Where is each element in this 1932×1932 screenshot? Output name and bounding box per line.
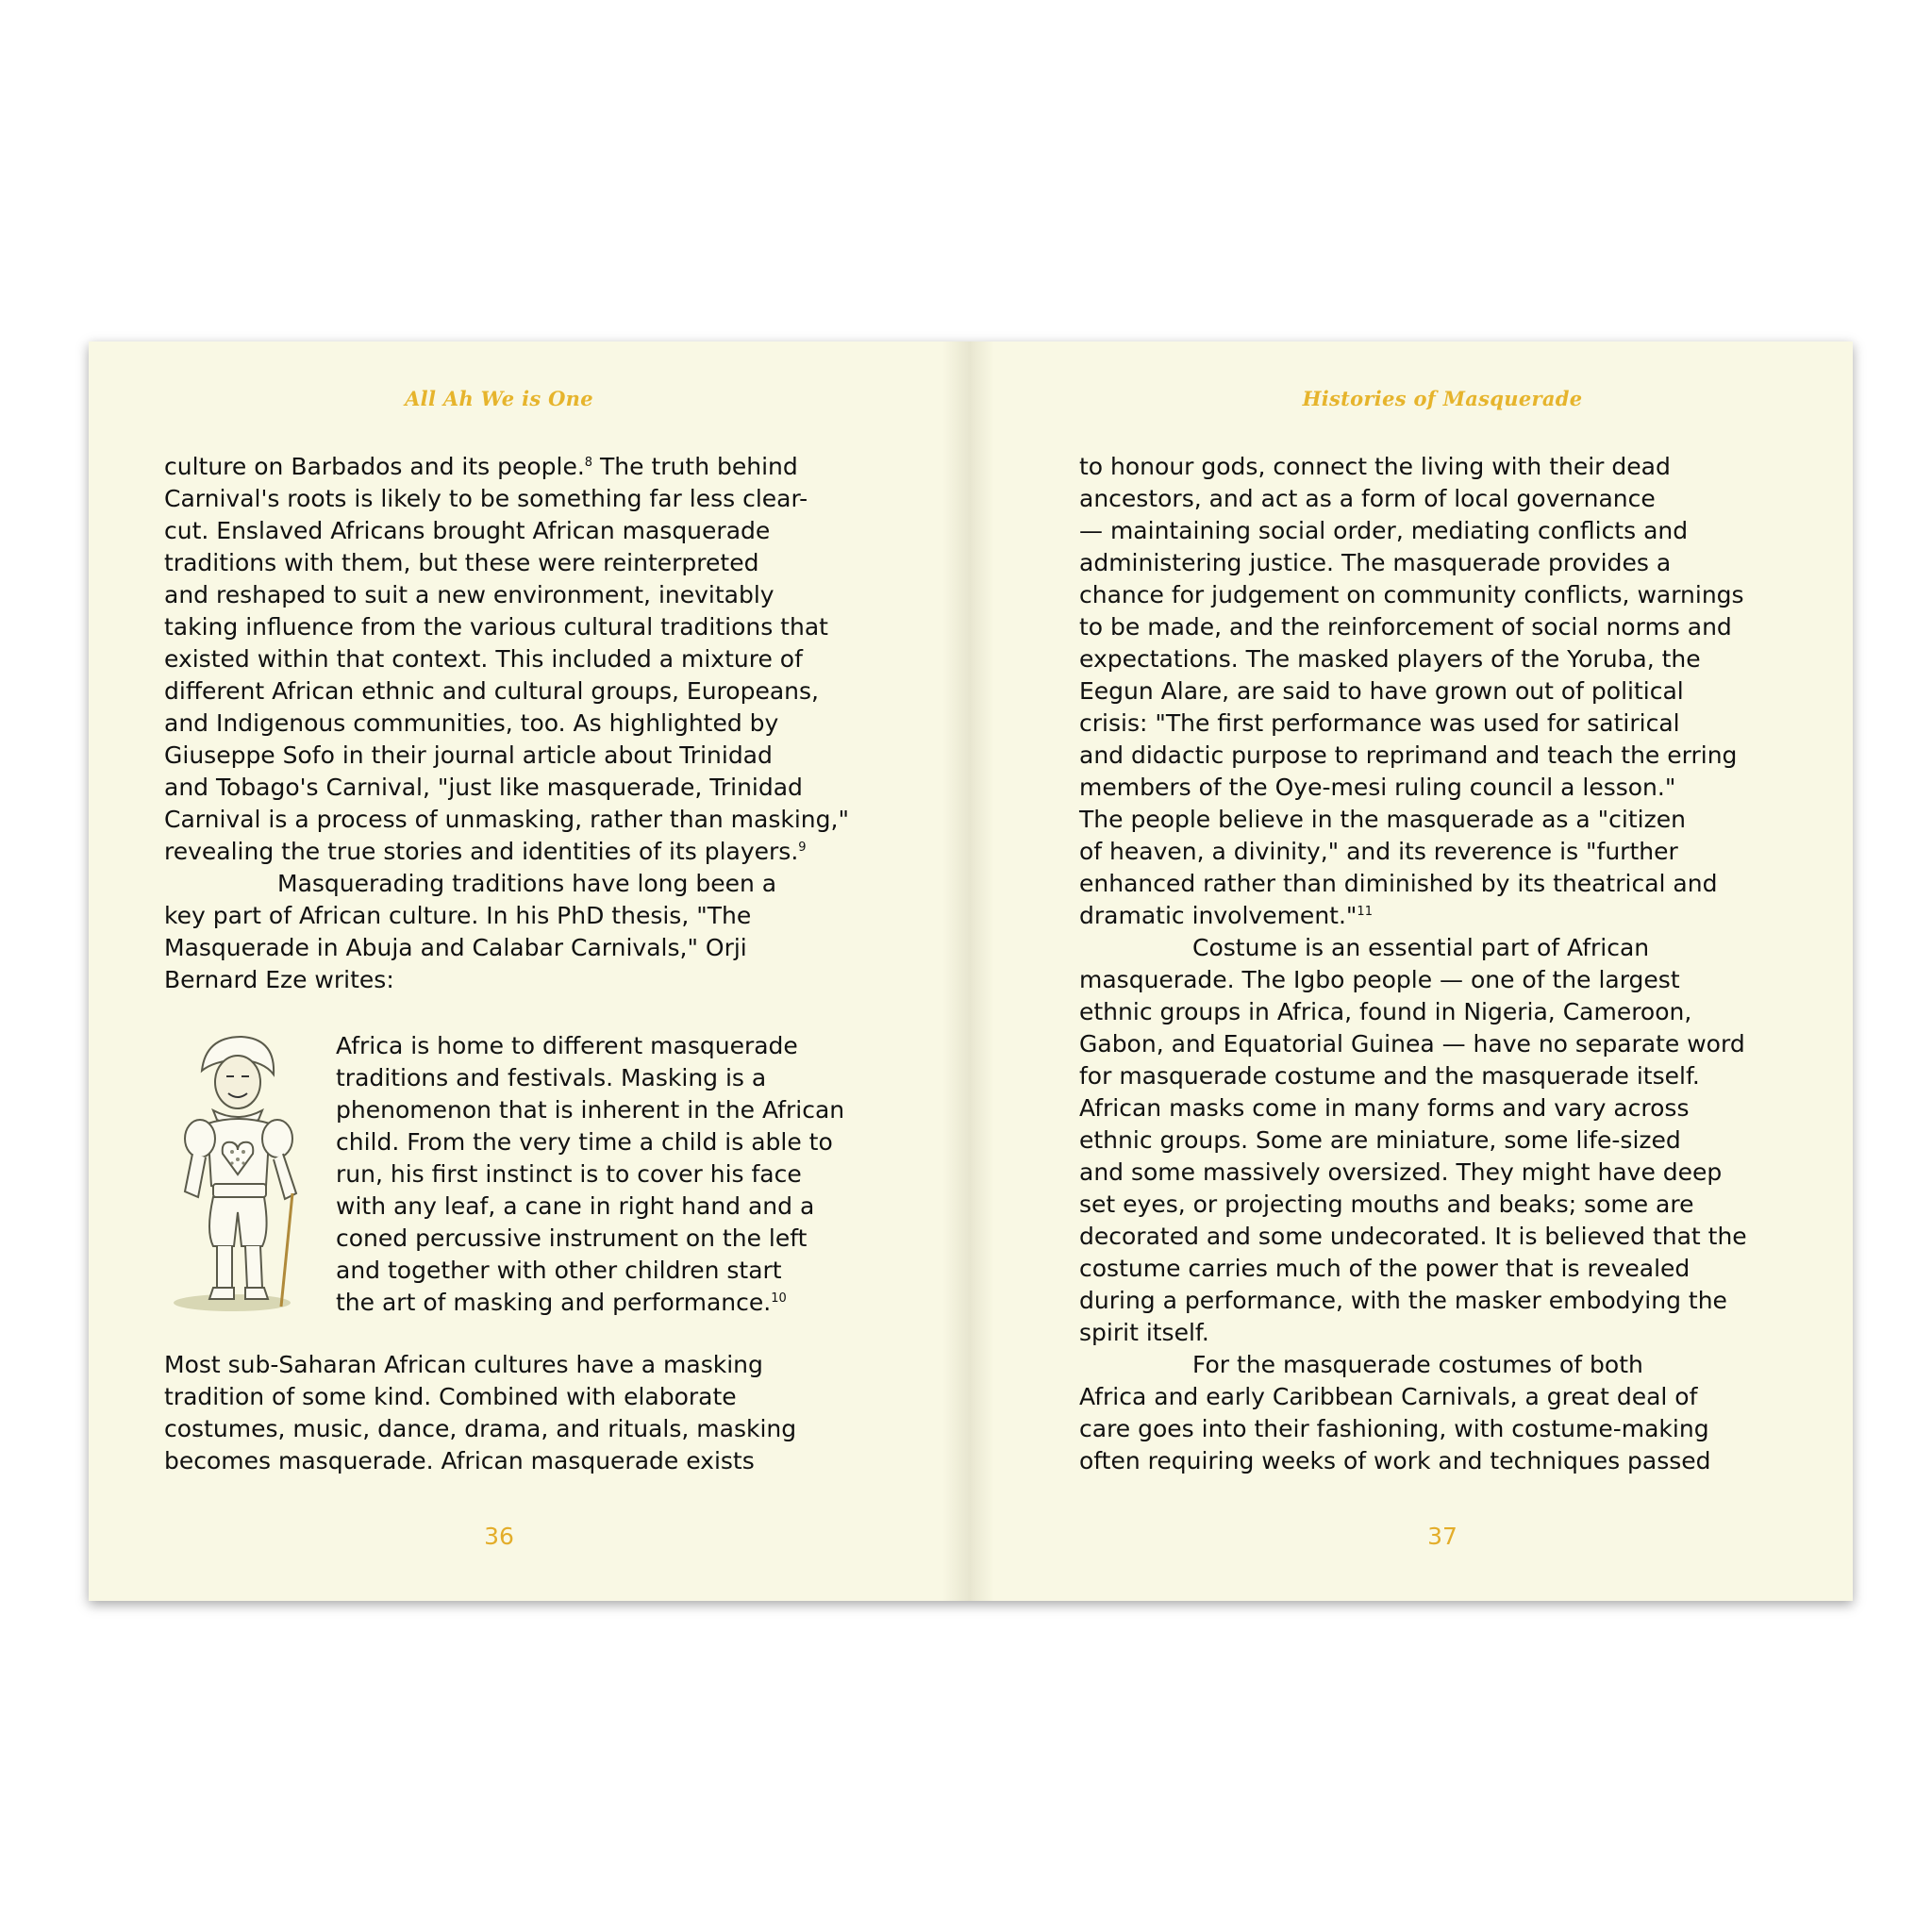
block-quote — [336, 1030, 844, 1319]
text-line — [164, 1445, 796, 1477]
text-line — [1079, 1028, 1747, 1060]
text-line — [164, 675, 849, 708]
text-line — [1079, 1317, 1747, 1349]
text-line — [164, 1349, 796, 1381]
line-text: The people believe in the masquerade as a "citizen — [1079, 806, 1686, 833]
line-text: coned percussive instrument on the left — [336, 1224, 808, 1252]
line-text: Bernard Eze writes: — [164, 966, 394, 993]
text-line — [1079, 1221, 1747, 1253]
line-text: costume carries much of the power that is revealed — [1079, 1255, 1690, 1282]
line-text: and some massively oversized. They might have deep — [1079, 1158, 1723, 1186]
text-line — [164, 772, 849, 804]
book-spread — [89, 341, 1853, 1601]
text-line — [1079, 643, 1747, 675]
text-line — [1079, 1349, 1747, 1381]
text-line — [164, 1413, 796, 1445]
line-text: costumes, music, dance, drama, and rituals, masking — [164, 1415, 797, 1442]
text-line — [1079, 996, 1747, 1028]
text-line — [1079, 964, 1747, 996]
text-line — [1079, 1124, 1747, 1157]
text-line — [164, 579, 849, 611]
text-line — [336, 1062, 844, 1094]
line-text: cut. Enslaved Africans brought African masquerade — [164, 517, 771, 544]
text-line — [336, 1191, 844, 1223]
line-text: to be made, and the reinforcement of social norms and — [1079, 613, 1732, 641]
text-line — [1079, 483, 1747, 515]
line-text: ethnic groups. Some are miniature, some life-sized — [1079, 1126, 1681, 1154]
text-line — [336, 1030, 844, 1062]
text-line — [164, 483, 849, 515]
text-line — [336, 1255, 844, 1287]
line-text: Costume is an essential part of African — [1192, 934, 1650, 961]
line-text: Most sub-Saharan African cultures have a masking — [164, 1351, 763, 1378]
line-text: and Indigenous communities, too. As highlighted by — [164, 709, 779, 737]
line-text: Africa is home to different masquerade — [336, 1032, 798, 1059]
line-text: Masquerade in Abuja and Calabar Carnivals," Orji — [164, 934, 747, 961]
text-line — [164, 932, 849, 964]
line-text: for masquerade costume and the masquerade itself. — [1079, 1062, 1700, 1090]
line-text: masquerade. The Igbo people — one of the largest — [1079, 966, 1680, 993]
text-line — [1079, 868, 1747, 900]
line-text: during a performance, with the masker embodying the — [1079, 1287, 1727, 1314]
line-text: Carnival is a process of unmasking, rather than masking," — [164, 806, 849, 833]
page-number: 37 — [1427, 1523, 1457, 1550]
text-line — [164, 804, 849, 836]
line-text: traditions and festivals. Masking is a — [336, 1064, 767, 1091]
line-text: chance for judgement on community conflicts, warnings — [1079, 581, 1744, 608]
masquerader-illustration — [164, 1033, 315, 1316]
footnote-marker: 9 — [798, 841, 807, 855]
line-text: ethnic groups in Africa, found in Nigeria, Cameroon, — [1079, 998, 1692, 1025]
running-head: Histories of Masquerade — [1302, 387, 1583, 410]
line-text: The truth behind — [592, 453, 798, 480]
line-text: with any leaf, a cane in right hand and a — [336, 1192, 815, 1220]
line-text: phenomenon that is inherent in the African — [336, 1096, 845, 1124]
line-text: Eegun Alare, are said to have grown out of political — [1079, 677, 1684, 705]
text-line — [164, 964, 849, 996]
text-line — [1079, 804, 1747, 836]
line-text: tradition of some kind. Combined with elaborate — [164, 1383, 737, 1410]
text-line — [336, 1094, 844, 1126]
line-text: set eyes, or projecting mouths and beaks; some are — [1079, 1191, 1694, 1218]
line-text: traditions with them, but these were reinterpreted — [164, 549, 759, 576]
text-line — [1079, 836, 1747, 868]
line-text: to honour gods, connect the living with their dead — [1079, 453, 1671, 480]
text-line — [336, 1126, 844, 1158]
line-text: child. From the very time a child is able to — [336, 1128, 833, 1156]
line-text: Giuseppe Sofo in their journal article about Trinidad — [164, 741, 773, 769]
text-line — [1079, 515, 1747, 547]
text-line — [164, 900, 849, 932]
footnote-marker: 11 — [1357, 905, 1373, 919]
text-line — [1079, 1060, 1747, 1092]
body-text — [1079, 451, 1747, 1477]
footnote-marker: 10 — [771, 1291, 787, 1306]
text-line — [1079, 579, 1747, 611]
line-text: often requiring weeks of work and techniques passed — [1079, 1447, 1711, 1474]
text-line — [336, 1287, 844, 1319]
line-text: different African ethnic and cultural groups, Europeans, — [164, 677, 819, 705]
text-line — [164, 836, 849, 868]
text-line — [1079, 1381, 1747, 1413]
text-line — [1079, 1253, 1747, 1285]
body-text — [164, 451, 849, 996]
line-text: key part of African culture. In his PhD thesis, "The — [164, 902, 752, 929]
line-text: African masks come in many forms and vary across — [1079, 1094, 1690, 1122]
line-text: becomes masquerade. African masquerade exists — [164, 1447, 755, 1474]
line-text: expectations. The masked players of the Yoruba, the — [1079, 645, 1701, 673]
line-text: and together with other children start — [336, 1257, 782, 1284]
left-page — [89, 341, 971, 1601]
line-text: run, his first instinct is to cover his face — [336, 1160, 802, 1188]
text-line — [164, 451, 849, 483]
line-text: ancestors, and act as a form of local governance — [1079, 485, 1656, 512]
line-text: taking influence from the various cultural traditions that — [164, 613, 828, 641]
text-line — [1079, 611, 1747, 643]
text-line — [1079, 547, 1747, 579]
body-text-continued — [164, 1349, 796, 1477]
line-text: care goes into their fashioning, with costume-making — [1079, 1415, 1709, 1442]
text-line — [336, 1223, 844, 1255]
text-line — [164, 708, 849, 740]
line-text: the art of masking and performance. — [336, 1289, 772, 1316]
text-line — [164, 868, 849, 900]
text-line — [1079, 1285, 1747, 1317]
text-line — [1079, 675, 1747, 708]
line-text: dramatic involvement." — [1079, 902, 1357, 929]
line-text: culture on Barbados and its people. — [164, 453, 585, 480]
line-text: existed within that context. This included a mixture of — [164, 645, 803, 673]
text-line — [1079, 451, 1747, 483]
line-text: and reshaped to suit a new environment, inevitably — [164, 581, 774, 608]
line-text: revealing the true stories and identities of its players. — [164, 838, 799, 865]
text-line — [1079, 900, 1747, 932]
text-line — [1079, 772, 1747, 804]
text-line — [1079, 1157, 1747, 1189]
line-text: administering justice. The masquerade provides a — [1079, 549, 1672, 576]
line-text: and Tobago's Carnival, "just like masquerade, Trinidad — [164, 774, 803, 801]
text-line — [1079, 740, 1747, 772]
text-line — [164, 515, 849, 547]
text-line — [1079, 1445, 1747, 1477]
line-text: For the masquerade costumes of both — [1192, 1351, 1643, 1378]
footnote-marker: 8 — [584, 456, 593, 470]
line-text: decorated and some undecorated. It is believed that the — [1079, 1223, 1747, 1250]
text-line — [1079, 932, 1747, 964]
line-text: and didactic purpose to reprimand and teach the erring — [1079, 741, 1738, 769]
text-line — [1079, 1189, 1747, 1221]
page-number: 36 — [484, 1523, 514, 1550]
line-text: spirit itself. — [1079, 1319, 1209, 1346]
text-line — [164, 547, 849, 579]
text-line — [164, 611, 849, 643]
right-page — [971, 341, 1853, 1601]
text-line — [1079, 1413, 1747, 1445]
text-line — [1079, 1092, 1747, 1124]
line-text: — maintaining social order, mediating conflicts and — [1079, 517, 1689, 544]
text-line — [336, 1158, 844, 1191]
running-head: All Ah We is One — [405, 387, 593, 410]
line-text: Africa and early Caribbean Carnivals, a great deal of — [1079, 1383, 1698, 1410]
line-text: of heaven, a divinity," and its reverence is "further — [1079, 838, 1678, 865]
text-line — [164, 740, 849, 772]
line-text: members of the Oye-mesi ruling council a lesson." — [1079, 774, 1676, 801]
line-text: enhanced rather than diminished by its theatrical and — [1079, 870, 1718, 897]
line-text: Gabon, and Equatorial Guinea — have no separate word — [1079, 1030, 1745, 1058]
line-text: Carnival's roots is likely to be something far less clear- — [164, 485, 808, 512]
line-text: crisis: "The first performance was used for satirical — [1079, 709, 1680, 737]
text-line — [164, 1381, 796, 1413]
text-line — [1079, 708, 1747, 740]
text-line — [164, 643, 849, 675]
line-text: Masquerading traditions have long been a — [277, 870, 777, 897]
